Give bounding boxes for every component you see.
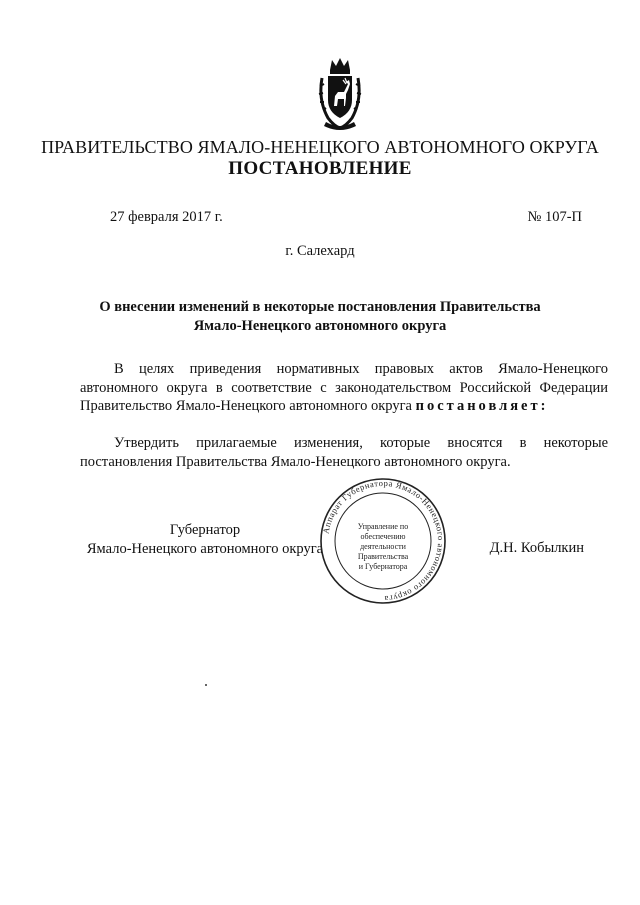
seal-line-4: Правительства (357, 552, 409, 561)
paragraph-1-text: В целях приведения нормативных правовых актов Ямало-Ненецкого автономного округа в соответствие с законодательством Российской Федерации Правительство Ямало-Ненецкого автономного округа (80, 361, 608, 414)
signatory-position-line-2: Ямало-Ненецкого автономного округа (86, 541, 324, 557)
scan-speck (205, 684, 207, 686)
document-city: г. Салехард (285, 243, 355, 259)
title-line-1: О внесении изменений в некоторые постановления Правительства (99, 299, 541, 315)
organization-name: ПРАВИТЕЛЬСТВО ЯМАЛО-НЕНЕЦКОГО АВТОНОМНОГО ОКРУГА (41, 137, 599, 157)
seal-inner-text (336, 522, 430, 590)
document-type: ПОСТАНОВЛЕНИЕ (228, 158, 412, 179)
title-line-2: Ямало-Ненецкого автономного округа (193, 318, 447, 334)
seal-line-2: обеспечению (360, 532, 406, 541)
document-date: 27 февраля 2017 г. (110, 209, 223, 225)
signatory-name: Д.Н. Кобылкин (489, 540, 584, 556)
paragraph-1 (80, 360, 608, 416)
coat-of-arms-icon (316, 56, 364, 132)
document-number: № 107-П (527, 209, 582, 225)
seal-line-5: и Губернатора (358, 562, 408, 571)
paragraph-2: Утвердить прилагаемые изменения, которые вносятся в некоторые постановления Правительства Ямало-Ненецкого автономного округа. (80, 435, 608, 470)
decree-keyword: постановляет: (415, 398, 549, 414)
document-title (0, 298, 640, 336)
signatory-position (80, 521, 330, 559)
seal-outer-text: Аппарат Губернатора Ямало-Ненецкого автономного округа (320, 477, 447, 605)
seal-line-1: Управление по (357, 522, 409, 531)
seal-line-3: деятельности (360, 542, 406, 551)
signatory-position-line-1: Губернатор (169, 522, 241, 538)
